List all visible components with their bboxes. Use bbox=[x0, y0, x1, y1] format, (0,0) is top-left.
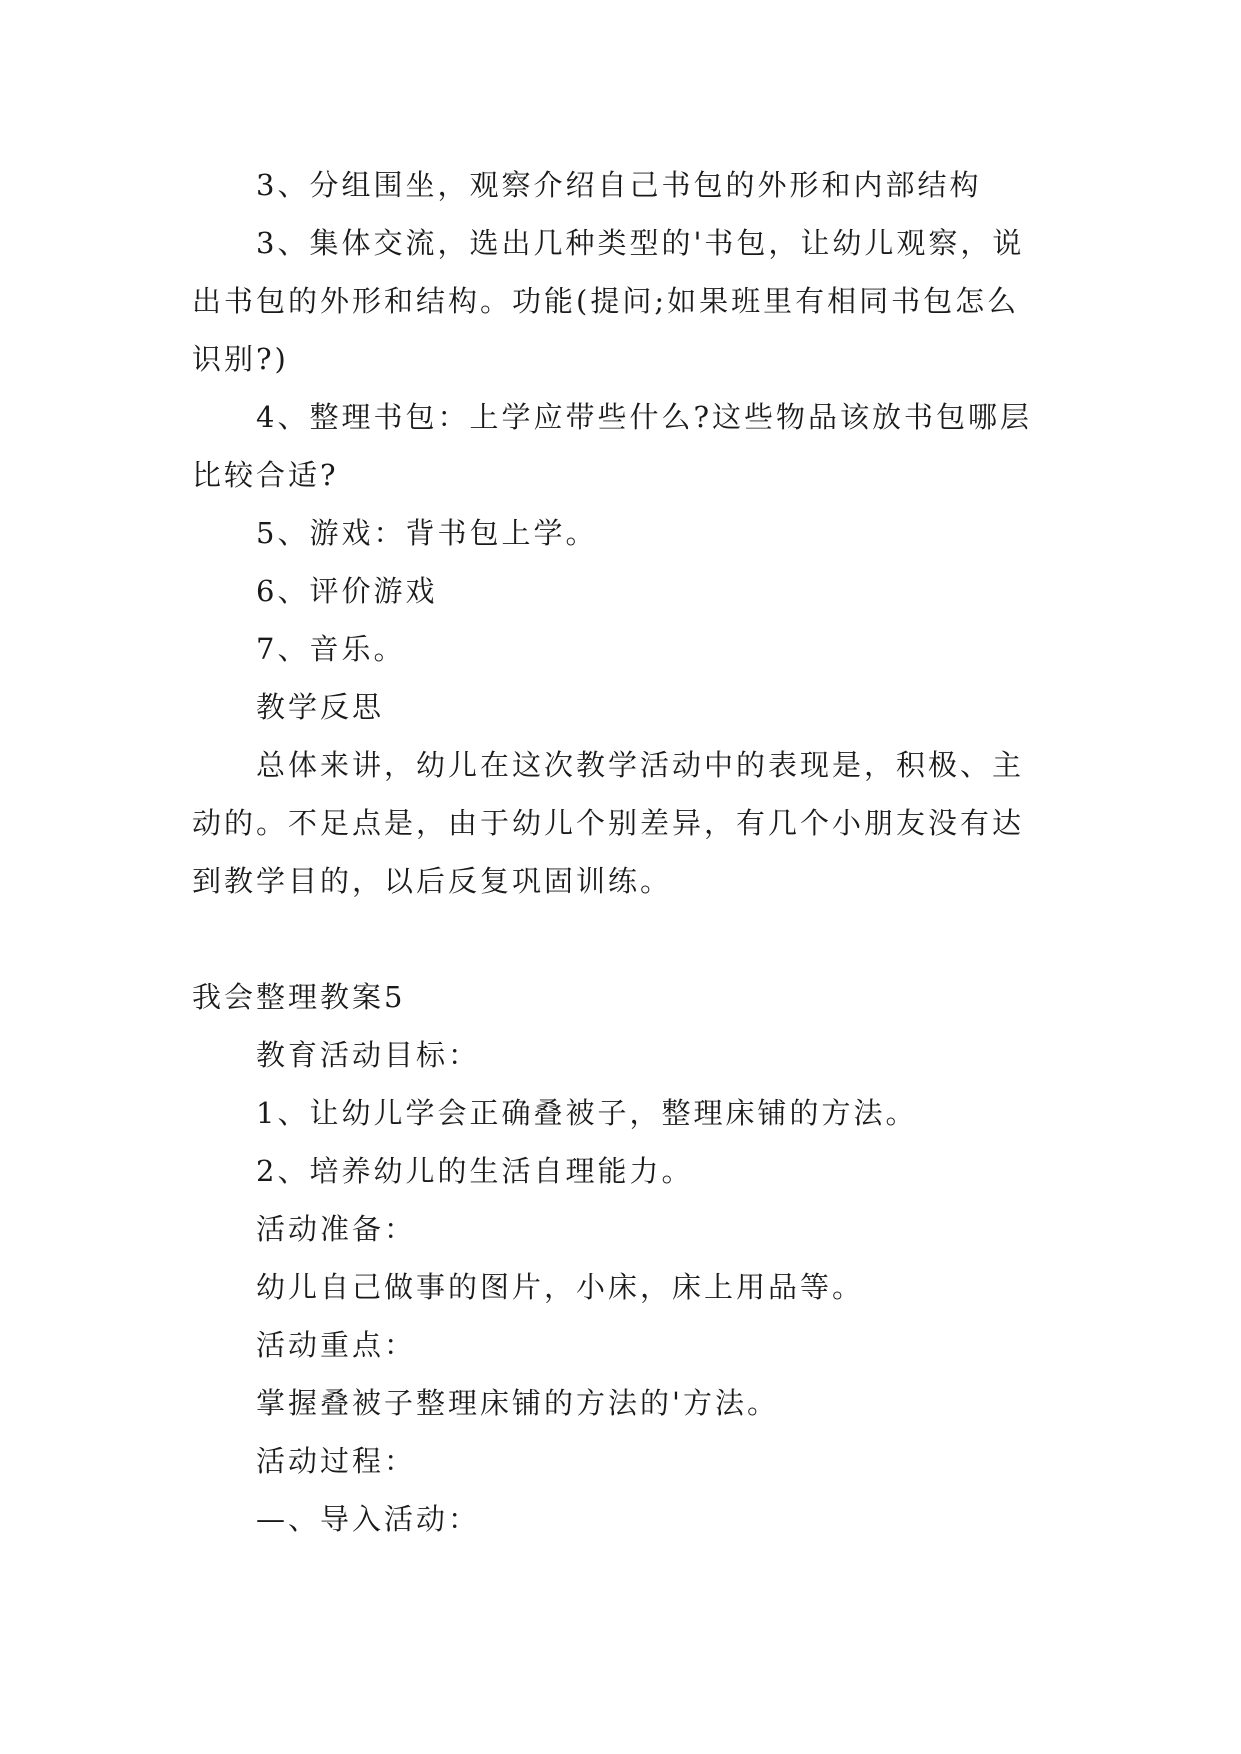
document-title: 我会整理教案5 bbox=[192, 980, 406, 1014]
text-line: 掌握叠被子整理床铺的方法的'方法。 bbox=[256, 1386, 779, 1420]
text-line: 5、游戏：背书包上学。 bbox=[256, 516, 598, 550]
text-line: 到教学目的，以后反复巩固训练。 bbox=[192, 864, 673, 898]
text-line: 比较合适? bbox=[192, 458, 339, 492]
text-line: 1、让幼儿学会正确叠被子，整理床铺的方法。 bbox=[256, 1096, 918, 1130]
text-line: 2、培养幼儿的生活自理能力。 bbox=[256, 1154, 694, 1188]
text-line: 幼儿自己做事的图片，小床，床上用品等。 bbox=[256, 1270, 865, 1304]
text-line: 活动重点： bbox=[256, 1328, 417, 1362]
text-line: 活动过程： bbox=[256, 1444, 417, 1478]
text-line: 总体来讲，幼儿在这次教学活动中的表现是，积极、主 bbox=[256, 748, 1025, 782]
text-line: 活动准备： bbox=[256, 1212, 417, 1246]
text-line: 出书包的外形和结构。功能(提问;如果班里有相同书包怎么 bbox=[192, 284, 1020, 318]
text-line: 6、评价游戏 bbox=[256, 574, 438, 608]
text-line: 7、音乐。 bbox=[256, 632, 406, 666]
text-line: —、导入活动： bbox=[256, 1502, 481, 1536]
text-line: 识别?) bbox=[192, 342, 289, 376]
text-line: 动的。不足点是，由于幼儿个别差异，有几个小朋友没有达 bbox=[192, 806, 1025, 840]
text-line: 3、集体交流，选出几种类型的'书包，让幼儿观察，说 bbox=[256, 226, 1025, 260]
text-line: 3、分组围坐，观察介绍自己书包的外形和内部结构 bbox=[256, 168, 982, 202]
text-line: 4、整理书包：上学应带些什么?这些物品该放书包哪层 bbox=[256, 400, 1032, 434]
text-line: 教育活动目标： bbox=[256, 1038, 481, 1072]
section-heading: 教学反思 bbox=[256, 690, 385, 724]
